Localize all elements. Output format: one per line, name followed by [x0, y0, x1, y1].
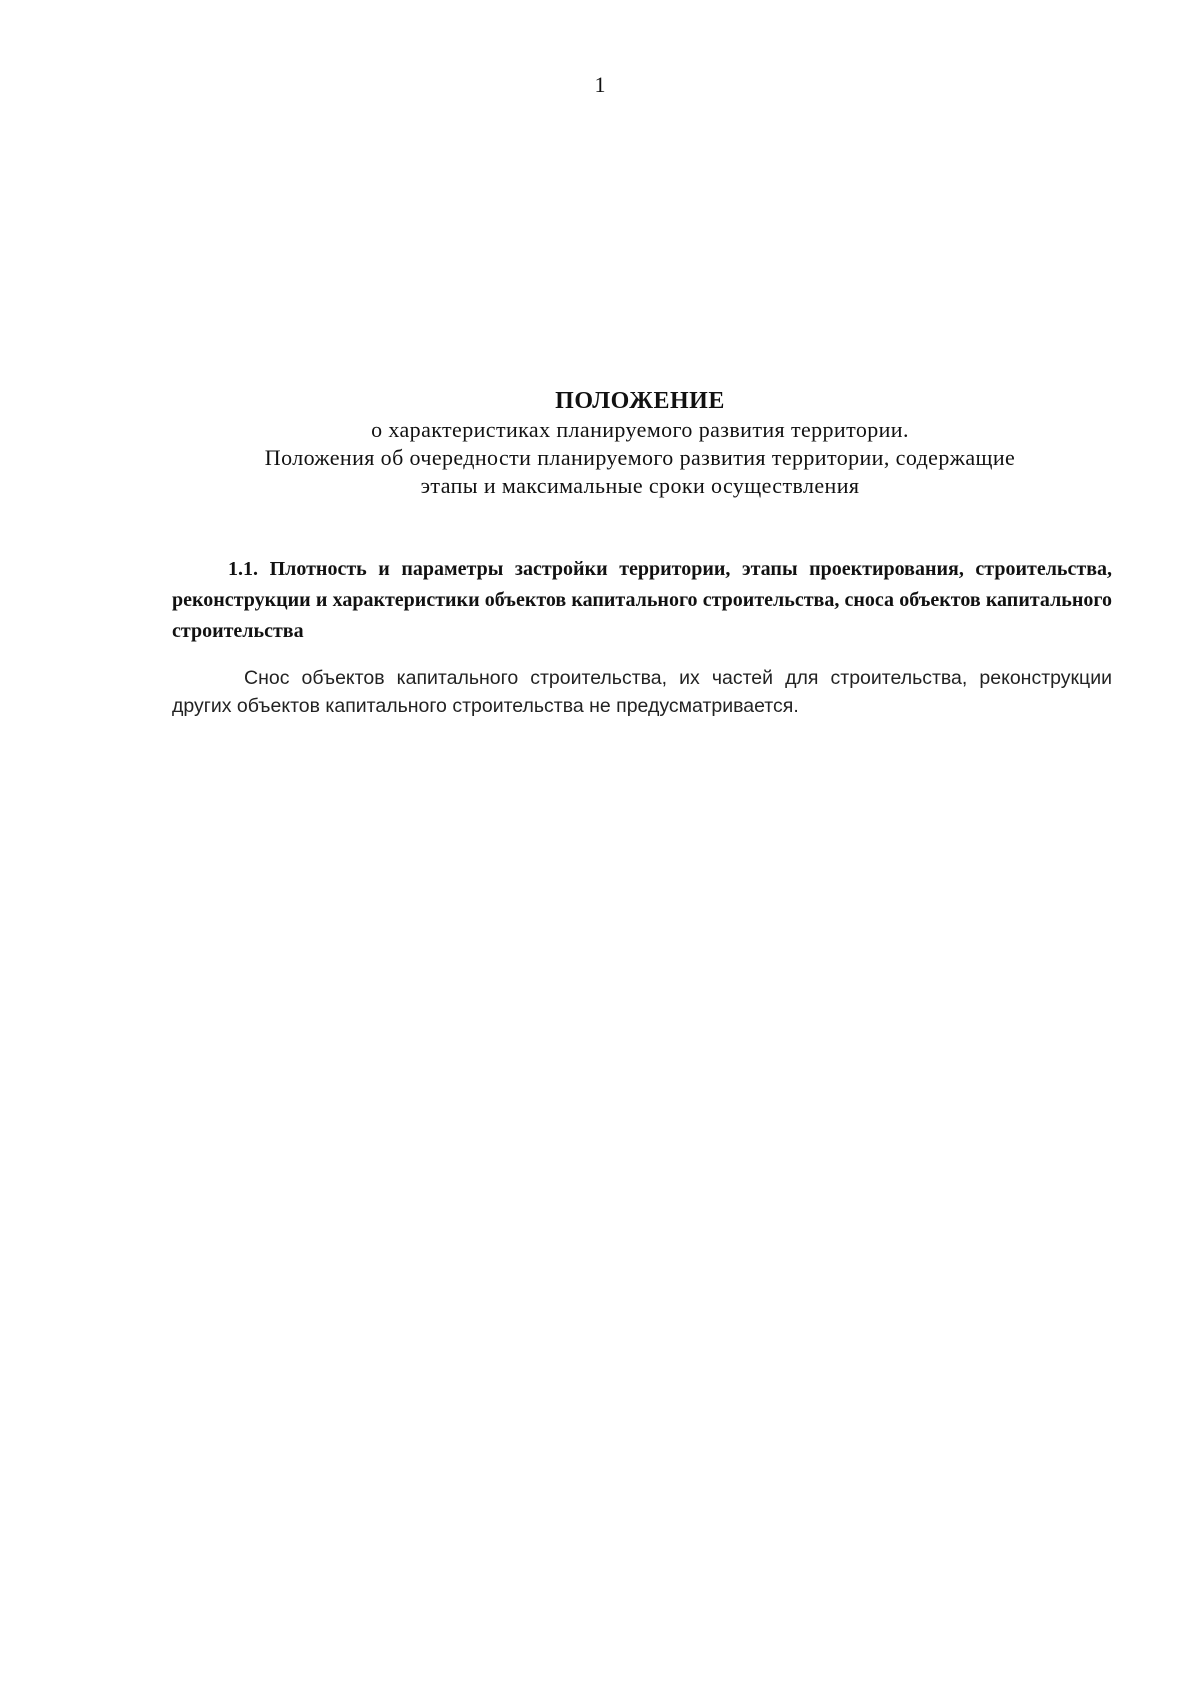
subtitle-line-3: этапы и максимальные сроки осуществления	[420, 473, 860, 498]
section-heading: 1.1. Плотность и параметры застройки территории, этапы проектирования, строительства, реконструкции и характеристики объектов капитального строительства, сноса объектов капитального строительства	[172, 558, 1112, 642]
document-title: ПОЛОЖЕНИЕ	[555, 388, 725, 414]
page-number: 1	[594, 72, 606, 97]
subtitle-line-1: о характеристиках планируемого развития территории.	[371, 417, 909, 442]
body-paragraph: Снос объектов капитального строительства, их частей для строительства, реконструкции других объектов капитального строительства не предусматривается.	[172, 667, 1112, 717]
subtitle-line-2: Положения об очередности планируемого развития территории, содержащие	[264, 445, 1016, 470]
title-block	[170, 386, 1110, 500]
